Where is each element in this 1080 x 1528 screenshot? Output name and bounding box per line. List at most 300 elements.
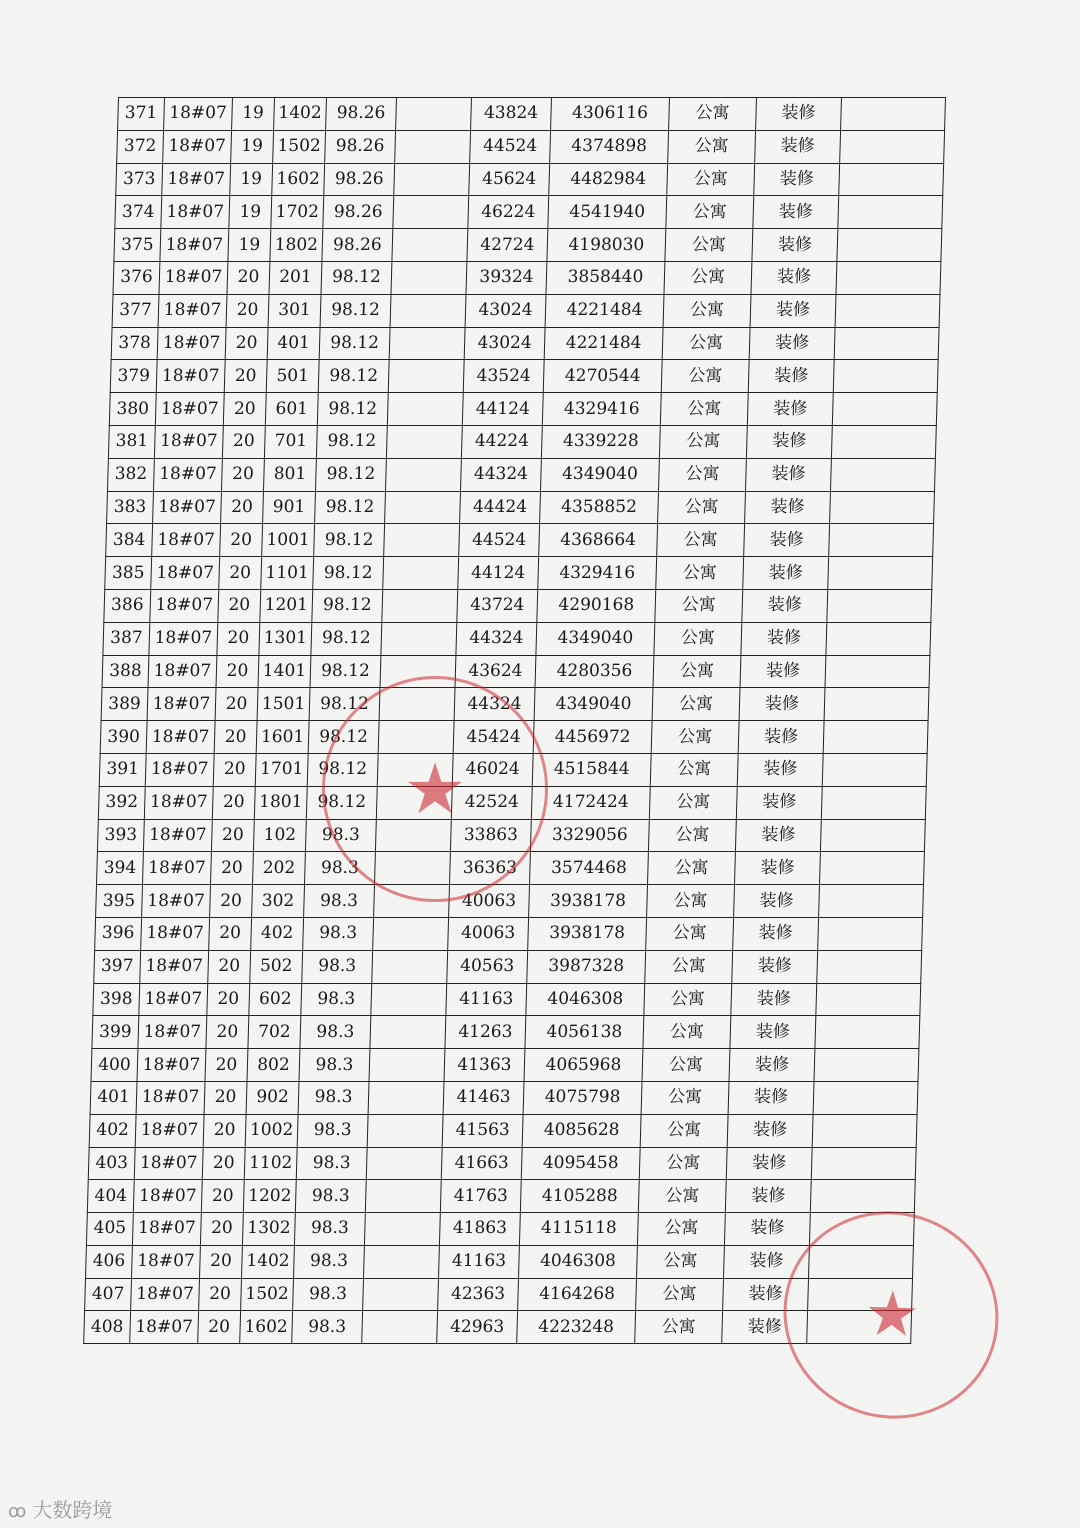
cell-floor: 20 xyxy=(210,885,253,918)
cell-no: 375 xyxy=(114,229,161,262)
cell-room: 1701 xyxy=(255,753,308,786)
cell-decoration: 装修 xyxy=(746,425,832,458)
cell-building: 18#07 xyxy=(142,885,211,918)
cell-room: 1301 xyxy=(259,622,312,655)
cell-unit-price: 44224 xyxy=(461,425,542,458)
table-row xyxy=(100,721,928,754)
cell-decoration: 装修 xyxy=(723,1278,809,1311)
cell-note xyxy=(837,229,942,262)
cell-blank xyxy=(373,917,449,950)
cell-no: 379 xyxy=(110,360,157,393)
cell-unit-price: 36363 xyxy=(449,852,530,885)
cell-unit-price: 40063 xyxy=(448,917,529,950)
cell-total: 4056138 xyxy=(525,1016,644,1049)
cell-decoration: 装修 xyxy=(726,1147,812,1180)
cell-area: 98.12 xyxy=(313,557,384,590)
cell-room: 1302 xyxy=(242,1213,295,1246)
cell-unit-price: 41163 xyxy=(439,1245,520,1278)
cell-area: 98.12 xyxy=(308,721,379,754)
cell-area: 98.12 xyxy=(318,360,389,393)
cell-floor: 20 xyxy=(201,1180,244,1213)
cell-blank xyxy=(371,983,447,1016)
cell-room: 602 xyxy=(249,983,302,1016)
cell-room: 601 xyxy=(265,393,318,426)
cell-room: 701 xyxy=(264,425,317,458)
cell-room: 402 xyxy=(251,917,304,950)
cell-building: 18#07 xyxy=(161,196,230,229)
cell-type: 公寓 xyxy=(636,1278,724,1311)
cell-room: 1601 xyxy=(256,721,309,754)
cell-total: 4329416 xyxy=(538,557,657,590)
cell-total: 4339228 xyxy=(541,425,660,458)
cell-floor: 20 xyxy=(219,557,262,590)
cell-blank xyxy=(382,589,458,622)
cell-decoration: 装修 xyxy=(744,524,830,557)
cell-decoration: 装修 xyxy=(732,950,818,983)
cell-floor: 20 xyxy=(207,983,250,1016)
cell-area: 98.12 xyxy=(317,393,388,426)
cell-floor: 20 xyxy=(225,327,268,360)
cell-total: 4115118 xyxy=(519,1213,638,1246)
cell-unit-price: 42724 xyxy=(467,229,548,262)
cell-type: 公寓 xyxy=(650,753,738,786)
cell-area: 98.12 xyxy=(315,458,386,491)
cell-blank xyxy=(395,130,471,163)
cell-room: 1202 xyxy=(243,1180,296,1213)
cell-note xyxy=(833,360,938,393)
watermark xyxy=(8,1494,112,1523)
cell-blank xyxy=(365,1180,441,1213)
cell-unit-price: 44324 xyxy=(456,622,537,655)
cell-total: 4065968 xyxy=(524,1049,643,1082)
cell-no: 398 xyxy=(93,983,140,1016)
cell-note xyxy=(831,425,936,458)
cell-building: 18#07 xyxy=(148,655,217,688)
cell-type: 公寓 xyxy=(641,1081,729,1114)
cell-floor: 20 xyxy=(224,360,267,393)
cell-floor: 19 xyxy=(232,98,275,131)
cell-no: 382 xyxy=(107,458,154,491)
cell-blank xyxy=(366,1147,442,1180)
table-row xyxy=(108,425,936,458)
cell-unit-price: 43724 xyxy=(457,589,538,622)
cell-total: 4223248 xyxy=(517,1311,636,1344)
cell-note xyxy=(819,852,924,885)
cell-no: 403 xyxy=(88,1147,135,1180)
cell-type: 公寓 xyxy=(655,589,743,622)
cell-no: 401 xyxy=(90,1081,137,1114)
cell-area: 98.3 xyxy=(294,1213,365,1246)
cell-building: 18#07 xyxy=(152,524,221,557)
cell-floor: 19 xyxy=(230,163,273,196)
table-row xyxy=(90,1081,918,1114)
cell-total: 4349040 xyxy=(540,458,659,491)
cell-type: 公寓 xyxy=(646,917,734,950)
cell-total: 4349040 xyxy=(534,688,653,721)
cell-area: 98.26 xyxy=(322,229,393,262)
cell-building: 18#07 xyxy=(162,163,231,196)
cell-unit-price: 41163 xyxy=(446,983,527,1016)
cell-note xyxy=(812,1114,917,1147)
cell-type: 公寓 xyxy=(647,885,735,918)
cell-type: 公寓 xyxy=(663,294,751,327)
cell-note xyxy=(810,1180,915,1213)
cell-area: 98.12 xyxy=(306,786,377,819)
cell-room: 1502 xyxy=(273,130,326,163)
cell-unit-price: 41763 xyxy=(440,1180,521,1213)
cell-decoration: 装修 xyxy=(724,1245,810,1278)
cell-note xyxy=(819,885,924,918)
cell-unit-price: 41863 xyxy=(439,1213,520,1246)
cell-note xyxy=(839,163,944,196)
table-row xyxy=(118,98,946,131)
cell-note xyxy=(808,1278,913,1311)
cell-note xyxy=(809,1213,914,1246)
cell-building: 18#07 xyxy=(146,721,215,754)
cell-no: 374 xyxy=(115,196,162,229)
cell-note xyxy=(840,130,945,163)
cell-total: 4046308 xyxy=(519,1245,638,1278)
cell-no: 406 xyxy=(86,1245,133,1278)
cell-no: 397 xyxy=(94,950,141,983)
cell-blank xyxy=(390,294,466,327)
cell-no: 371 xyxy=(118,98,165,131)
cell-total: 4164268 xyxy=(518,1278,637,1311)
cell-building: 18#07 xyxy=(160,229,229,262)
cell-decoration: 装修 xyxy=(742,589,828,622)
cell-blank xyxy=(394,163,470,196)
cell-total: 4221484 xyxy=(545,294,664,327)
cell-note xyxy=(818,917,923,950)
cell-floor: 20 xyxy=(202,1147,245,1180)
table-row xyxy=(96,852,924,885)
cell-note xyxy=(807,1311,912,1344)
cell-building: 18#07 xyxy=(143,819,212,852)
cell-area: 98.3 xyxy=(297,1114,368,1147)
cell-type: 公寓 xyxy=(656,557,744,590)
cell-area: 98.3 xyxy=(293,1278,364,1311)
cell-total: 4270544 xyxy=(543,360,662,393)
cell-floor: 20 xyxy=(205,1049,248,1082)
cell-building: 18#07 xyxy=(164,98,233,131)
cell-note xyxy=(815,1016,920,1049)
cell-no: 396 xyxy=(95,917,142,950)
cell-unit-price: 46224 xyxy=(468,196,549,229)
cell-type: 公寓 xyxy=(639,1147,727,1180)
cell-area: 98.3 xyxy=(304,885,375,918)
cell-area: 98.3 xyxy=(298,1081,369,1114)
cell-room: 102 xyxy=(253,819,306,852)
cell-room: 1102 xyxy=(244,1147,297,1180)
cell-floor: 20 xyxy=(211,819,254,852)
cell-decoration: 装修 xyxy=(745,491,831,524)
cell-type: 公寓 xyxy=(667,163,755,196)
cell-area: 98.3 xyxy=(299,1049,370,1082)
cell-decoration: 装修 xyxy=(748,360,834,393)
cell-area: 98.12 xyxy=(314,524,385,557)
cell-blank xyxy=(385,458,461,491)
unit-price-table xyxy=(83,97,946,1344)
cell-type: 公寓 xyxy=(652,688,740,721)
cell-total: 4280356 xyxy=(535,655,654,688)
cell-floor: 20 xyxy=(210,852,253,885)
cell-building: 18#07 xyxy=(151,557,220,590)
cell-decoration: 装修 xyxy=(756,98,842,131)
cell-total: 4290168 xyxy=(537,589,656,622)
cell-building: 18#07 xyxy=(153,491,222,524)
cell-blank xyxy=(370,1016,446,1049)
cell-blank xyxy=(392,229,468,262)
cell-blank xyxy=(386,425,462,458)
cell-room: 1702 xyxy=(271,196,324,229)
cell-unit-price: 44424 xyxy=(460,491,541,524)
cell-room: 801 xyxy=(263,458,316,491)
cell-building: 18#07 xyxy=(147,688,216,721)
cell-room: 1402 xyxy=(274,98,327,131)
cell-room: 1401 xyxy=(258,655,311,688)
cell-decoration: 装修 xyxy=(743,557,829,590)
cell-no: 404 xyxy=(87,1180,134,1213)
cell-area: 98.3 xyxy=(295,1180,366,1213)
cell-blank xyxy=(388,360,464,393)
cell-type: 公寓 xyxy=(661,360,749,393)
cell-total: 4306116 xyxy=(551,98,670,131)
table-row xyxy=(107,458,935,491)
cell-room: 1602 xyxy=(240,1311,293,1344)
table-row xyxy=(117,130,945,163)
cell-decoration: 装修 xyxy=(750,294,836,327)
cell-decoration: 装修 xyxy=(751,261,837,294)
seal-star-icon: ★ xyxy=(846,1276,935,1354)
table-row xyxy=(89,1114,917,1147)
cell-note xyxy=(811,1147,916,1180)
cell-decoration: 装修 xyxy=(735,819,821,852)
table-row xyxy=(93,983,921,1016)
cell-total: 4329416 xyxy=(542,393,661,426)
cell-note xyxy=(820,819,925,852)
cell-floor: 20 xyxy=(213,753,256,786)
table-row xyxy=(106,524,934,557)
cell-floor: 20 xyxy=(200,1213,243,1246)
table-row xyxy=(88,1147,916,1180)
cell-total: 4374898 xyxy=(550,130,669,163)
cell-building: 18#07 xyxy=(130,1311,199,1344)
cell-floor: 20 xyxy=(212,786,255,819)
cell-room: 201 xyxy=(269,261,322,294)
cell-area: 98.12 xyxy=(311,622,382,655)
cell-decoration: 装修 xyxy=(739,688,825,721)
cell-type: 公寓 xyxy=(647,852,735,885)
table-row xyxy=(91,1049,919,1082)
cell-floor: 19 xyxy=(229,196,272,229)
cell-type: 公寓 xyxy=(638,1180,726,1213)
cell-area: 98.12 xyxy=(320,294,391,327)
cell-type: 公寓 xyxy=(668,130,756,163)
table-row xyxy=(98,786,926,819)
cell-blank xyxy=(368,1081,444,1114)
cell-blank xyxy=(374,852,450,885)
cell-no: 387 xyxy=(103,622,150,655)
cell-type: 公寓 xyxy=(662,327,750,360)
table-body xyxy=(84,98,946,1344)
cell-area: 98.12 xyxy=(321,261,392,294)
cell-no: 392 xyxy=(98,786,145,819)
cell-total: 3938178 xyxy=(528,917,647,950)
cell-note xyxy=(814,1049,919,1082)
table-row xyxy=(86,1245,914,1278)
cell-unit-price: 42963 xyxy=(437,1311,518,1344)
cell-blank xyxy=(374,885,450,918)
cell-type: 公寓 xyxy=(635,1311,723,1344)
cell-floor: 19 xyxy=(228,229,271,262)
cell-total: 4046308 xyxy=(526,983,645,1016)
cell-no: 386 xyxy=(104,589,151,622)
cell-building: 18#07 xyxy=(138,1016,207,1049)
cell-no: 400 xyxy=(91,1049,138,1082)
cell-building: 18#07 xyxy=(157,327,226,360)
cell-no: 395 xyxy=(96,885,143,918)
table-row xyxy=(102,655,930,688)
cell-total: 4095458 xyxy=(521,1147,640,1180)
table-row xyxy=(107,491,935,524)
cell-floor: 20 xyxy=(227,261,270,294)
cell-total: 4368664 xyxy=(539,524,658,557)
cell-type: 公寓 xyxy=(651,721,739,754)
cell-no: 402 xyxy=(89,1114,136,1147)
cell-type: 公寓 xyxy=(658,491,746,524)
cell-unit-price: 43024 xyxy=(465,294,546,327)
cell-total: 4221484 xyxy=(544,327,663,360)
table-row xyxy=(95,917,923,950)
cell-building: 18#07 xyxy=(141,917,210,950)
cell-floor: 20 xyxy=(204,1081,247,1114)
cell-note xyxy=(835,294,940,327)
cell-total: 4515844 xyxy=(532,753,651,786)
cell-building: 18#07 xyxy=(158,294,227,327)
cell-area: 98.3 xyxy=(296,1147,367,1180)
cell-blank xyxy=(378,721,454,754)
cell-no: 372 xyxy=(117,130,164,163)
cell-area: 98.3 xyxy=(300,1016,371,1049)
cell-no: 394 xyxy=(96,852,143,885)
cell-total: 3329056 xyxy=(530,819,649,852)
cell-room: 1001 xyxy=(262,524,315,557)
cell-room: 1501 xyxy=(257,688,310,721)
cell-building: 18#07 xyxy=(145,753,214,786)
cell-blank xyxy=(380,655,456,688)
cell-building: 18#07 xyxy=(136,1081,205,1114)
cell-floor: 20 xyxy=(203,1114,246,1147)
cell-room: 401 xyxy=(267,327,320,360)
cell-floor: 20 xyxy=(217,622,260,655)
cell-no: 384 xyxy=(106,524,153,557)
cell-area: 98.3 xyxy=(292,1311,363,1344)
cell-floor: 20 xyxy=(206,1016,249,1049)
cell-type: 公寓 xyxy=(637,1213,725,1246)
table-row xyxy=(97,819,925,852)
table-row xyxy=(99,753,927,786)
cell-unit-price: 43824 xyxy=(471,98,552,131)
cell-blank xyxy=(377,753,453,786)
cell-room: 502 xyxy=(250,950,303,983)
cell-blank xyxy=(384,524,460,557)
table-row xyxy=(113,261,941,294)
cell-unit-price: 44524 xyxy=(470,130,551,163)
cell-decoration: 装修 xyxy=(749,327,835,360)
cell-type: 公寓 xyxy=(669,98,757,131)
cell-area: 98.12 xyxy=(312,589,383,622)
cell-area: 98.12 xyxy=(315,491,386,524)
table-row xyxy=(86,1213,914,1246)
cell-area: 98.26 xyxy=(323,196,394,229)
cell-decoration: 装修 xyxy=(740,655,826,688)
cell-no: 380 xyxy=(109,393,156,426)
cell-type: 公寓 xyxy=(658,458,746,491)
cell-total: 4085628 xyxy=(522,1114,641,1147)
cell-room: 1502 xyxy=(241,1278,294,1311)
cell-note xyxy=(834,327,939,360)
cell-total: 3574468 xyxy=(529,852,648,885)
cell-decoration: 装修 xyxy=(733,917,819,950)
cell-decoration: 装修 xyxy=(753,196,839,229)
cell-blank xyxy=(364,1213,440,1246)
cell-note xyxy=(826,622,931,655)
cell-room: 902 xyxy=(246,1081,299,1114)
cell-building: 18#07 xyxy=(150,589,219,622)
cell-unit-price: 41663 xyxy=(441,1147,522,1180)
cell-unit-price: 41463 xyxy=(443,1081,524,1114)
table-row xyxy=(116,163,944,196)
cell-decoration: 装修 xyxy=(731,983,817,1016)
cell-total: 3938178 xyxy=(529,885,648,918)
cell-floor: 20 xyxy=(215,688,258,721)
table-row xyxy=(115,196,943,229)
cell-decoration: 装修 xyxy=(729,1049,815,1082)
table-row xyxy=(104,589,932,622)
cell-unit-price: 39324 xyxy=(466,261,547,294)
cell-floor: 20 xyxy=(209,917,252,950)
table-row xyxy=(112,294,940,327)
cell-decoration: 装修 xyxy=(734,885,820,918)
cell-type: 公寓 xyxy=(654,622,742,655)
cell-type: 公寓 xyxy=(665,229,753,262)
weibo-logo-icon: ꝏ xyxy=(8,1501,27,1522)
cell-floor: 20 xyxy=(220,524,263,557)
cell-room: 1002 xyxy=(245,1114,298,1147)
cell-total: 4172424 xyxy=(531,786,650,819)
cell-no: 376 xyxy=(113,261,160,294)
cell-unit-price: 44324 xyxy=(454,688,535,721)
cell-note xyxy=(821,786,926,819)
cell-total: 4456972 xyxy=(533,721,652,754)
cell-note xyxy=(830,458,935,491)
cell-blank xyxy=(393,196,469,229)
cell-type: 公寓 xyxy=(659,425,747,458)
cell-floor: 20 xyxy=(221,491,264,524)
cell-blank xyxy=(372,950,448,983)
cell-note xyxy=(836,261,941,294)
cell-building: 18#07 xyxy=(144,786,213,819)
cell-decoration: 装修 xyxy=(747,393,833,426)
cell-note xyxy=(832,393,937,426)
cell-room: 1801 xyxy=(254,786,307,819)
cell-note xyxy=(828,557,933,590)
cell-no: 393 xyxy=(97,819,144,852)
cell-note xyxy=(822,753,927,786)
table-row xyxy=(114,229,942,262)
cell-decoration: 装修 xyxy=(754,163,840,196)
cell-blank xyxy=(376,786,452,819)
